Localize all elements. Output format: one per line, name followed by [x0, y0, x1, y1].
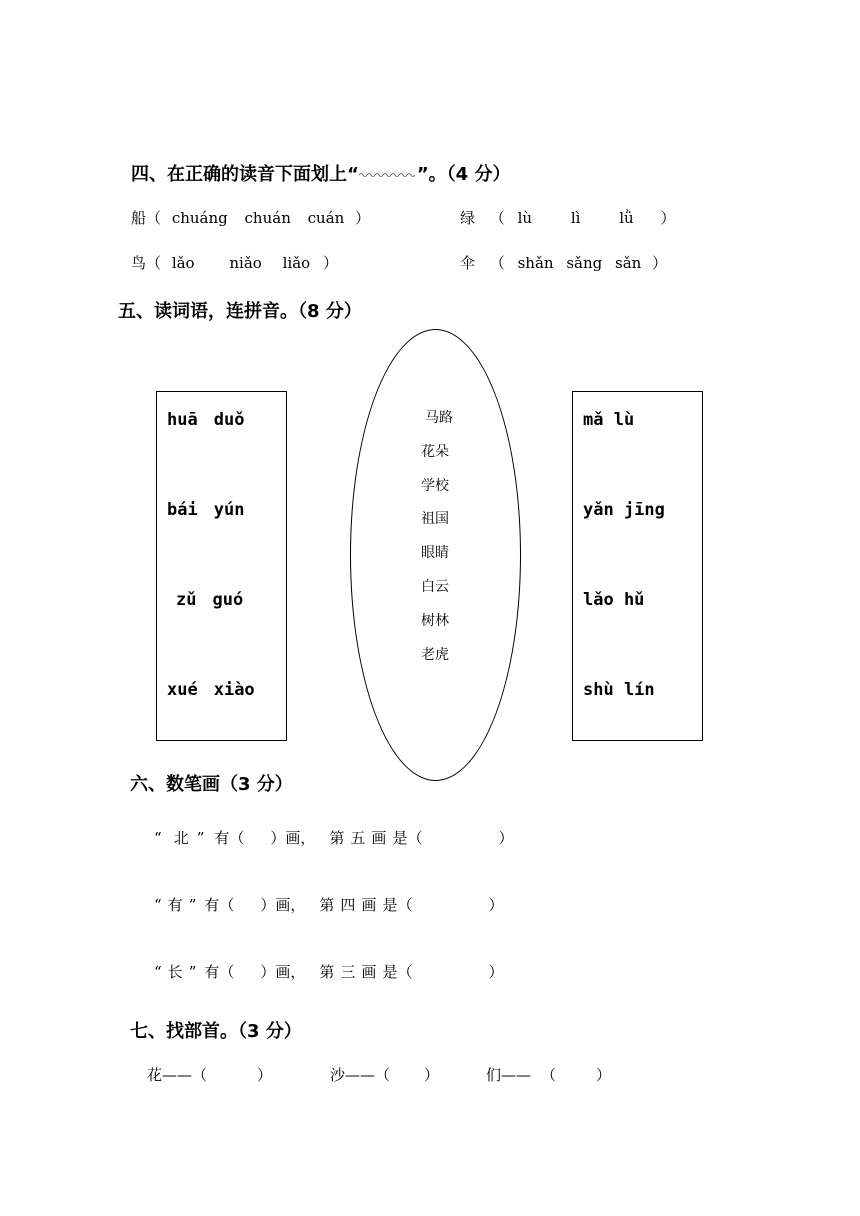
s4-close: ） [322, 254, 338, 272]
section5-heading: 五、读词语，连拼音。（8 分） [118, 301, 362, 322]
right-pinyin-item[interactable]: yǎn jīng [583, 500, 665, 520]
s4-row-lv [460, 207, 676, 228]
left-pinyin-item[interactable]: xué xiào [167, 680, 255, 700]
s4-option[interactable]: lǎo [171, 254, 195, 272]
middle-word[interactable]: 花朵 [421, 444, 449, 460]
middle-word[interactable]: 白云 [421, 579, 449, 595]
section6-heading: 六、数笔画（3 分） [130, 774, 293, 795]
s4-open: （ [489, 254, 505, 272]
left-pinyin-item[interactable]: zǔ guó [176, 590, 244, 610]
section4-heading [131, 160, 510, 186]
s4-close: ） [652, 254, 668, 272]
middle-word[interactable]: 学校 [421, 478, 449, 494]
right-pinyin-item[interactable]: lǎo hǔ [583, 590, 645, 610]
s6-line-bei: “ 北 ” 有（ ）画， 第 五 画 是（ ） [154, 829, 514, 847]
right-pinyin-item[interactable]: mǎ lù [583, 410, 635, 430]
s4-open: （ [146, 254, 162, 272]
s4-option[interactable]: chuán [244, 209, 291, 227]
s6-line-you: “ 有 ” 有（ ）画， 第 四 画 是（ ） [154, 896, 504, 914]
s4-char: 鸟 [131, 254, 147, 272]
s4-row-san [460, 252, 667, 273]
s6-line-chang: “ 长 ” 有（ ）画， 第 三 画 是（ ） [154, 963, 504, 981]
s4-option[interactable]: cuán [307, 209, 345, 227]
right-pinyin-item[interactable]: shù lín [583, 680, 655, 700]
s4-open: （ [146, 209, 162, 227]
s7-item-men: 们—— （ ） [486, 1066, 612, 1084]
s7-item-hua: 花——（ ） [147, 1066, 273, 1084]
s4-char: 船 [131, 209, 147, 227]
s4-option[interactable]: sǎn [615, 254, 642, 272]
s4-option[interactable]: chuáng [171, 209, 228, 227]
section7-heading: 七、找部首。（3 分） [130, 1021, 302, 1042]
s4-row-niao [131, 252, 338, 273]
s4-char: 绿 [460, 209, 476, 227]
section4-heading-post: ”。（4 分） [416, 164, 511, 185]
s4-option[interactable]: lǜ [619, 209, 634, 227]
left-pinyin-item[interactable]: huā duǒ [167, 410, 245, 430]
s7-item-sha: 沙——（ ） [330, 1066, 440, 1084]
middle-word[interactable]: 马路 [425, 410, 453, 426]
middle-word[interactable]: 树林 [421, 613, 449, 629]
middle-word[interactable]: 眼睛 [421, 545, 449, 561]
s4-option[interactable]: shǎn [517, 254, 554, 272]
s4-close: ） [660, 209, 676, 227]
s4-option[interactable]: liǎo [282, 254, 311, 272]
left-pinyin-item[interactable]: bái yún [167, 500, 245, 520]
s4-close: ） [355, 209, 371, 227]
s4-option[interactable]: lì [570, 209, 581, 227]
s4-option[interactable]: niǎo [229, 254, 262, 272]
s4-option[interactable]: sǎng [566, 254, 603, 272]
middle-word[interactable]: 老虎 [421, 647, 449, 663]
s4-open: （ [489, 209, 505, 227]
s4-row-chuan [131, 207, 370, 228]
wavy-underline-icon [359, 172, 417, 178]
left-pinyin-box [156, 391, 287, 741]
section4-heading-pre: 四、在正确的读音下面划上“ [131, 164, 359, 185]
right-pinyin-box [572, 391, 703, 741]
s4-option[interactable]: lù [517, 209, 533, 227]
middle-word[interactable]: 祖国 [421, 511, 449, 527]
s4-char: 伞 [460, 254, 476, 272]
